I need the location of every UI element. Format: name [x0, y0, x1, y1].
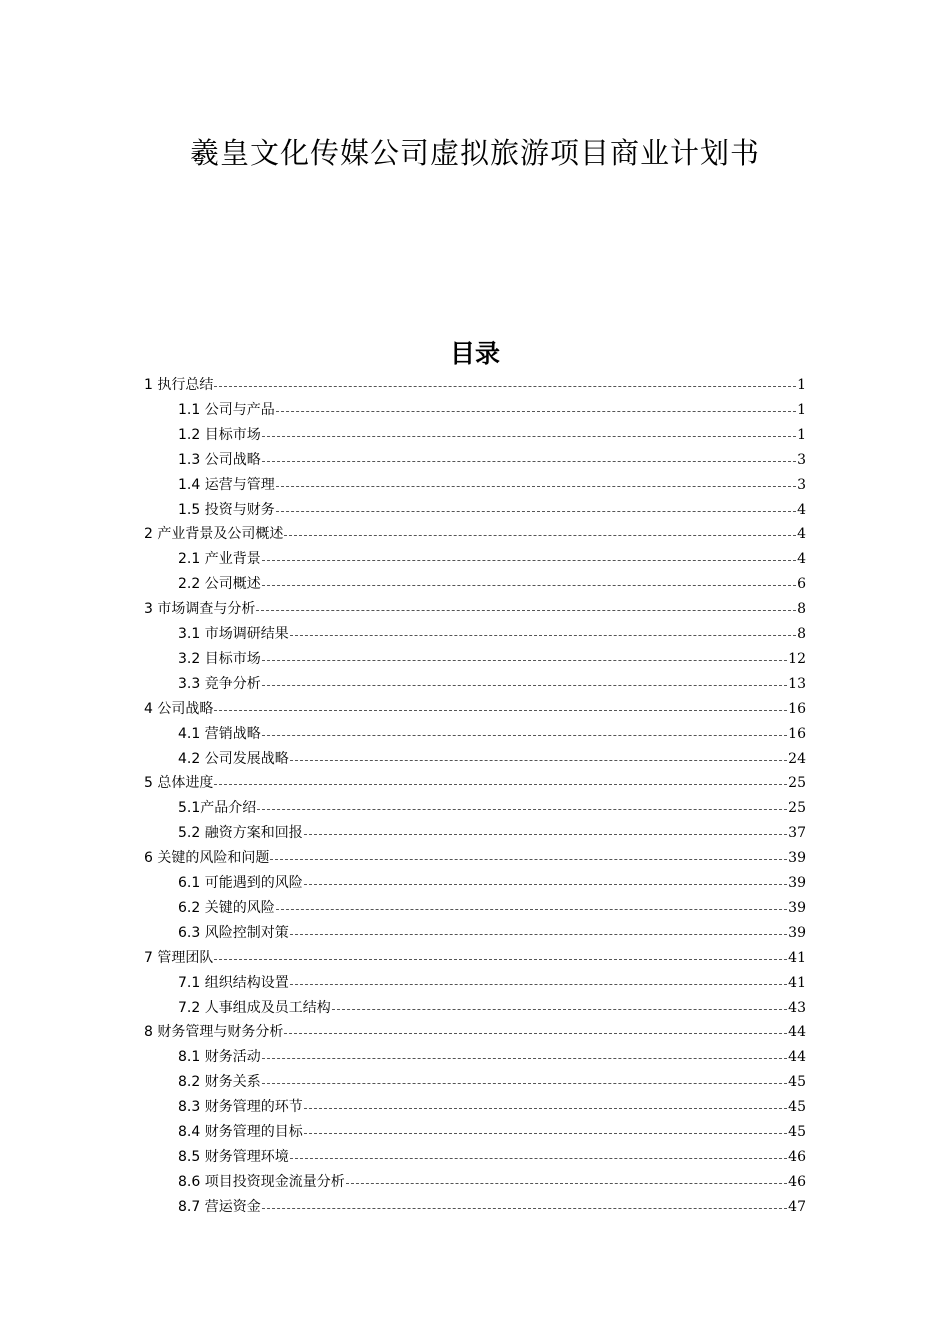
- toc-entry-label: 5 总体进度: [144, 775, 214, 792]
- toc-dot-leader: [214, 959, 787, 960]
- toc-section-entry[interactable]: [178, 823, 806, 843]
- toc-entry-label: 3.3 竞争分析: [178, 675, 261, 692]
- toc-entry-label: 1.2 目标市场: [178, 426, 261, 443]
- toc-dot-leader: [262, 560, 796, 561]
- toc-section-entry[interactable]: [178, 724, 806, 744]
- toc-section-entry[interactable]: [178, 1197, 806, 1217]
- toc-dot-leader: [262, 685, 787, 686]
- toc-section-entry[interactable]: [178, 674, 806, 694]
- toc-dot-leader: [290, 934, 787, 935]
- toc-dot-leader: [262, 660, 787, 661]
- toc-chapter-entry[interactable]: [144, 524, 806, 544]
- toc-dot-leader: [262, 436, 796, 437]
- toc-entry-label: 1.1 公司与产品: [178, 401, 275, 418]
- toc-chapter-entry[interactable]: [144, 599, 806, 619]
- toc-dot-leader: [276, 411, 796, 412]
- toc-dot-leader: [290, 1158, 787, 1159]
- toc-dot-leader: [262, 461, 796, 462]
- toc-entry-label: 6.3 风险控制对策: [178, 924, 289, 941]
- toc-entry-label: 1.3 公司战略: [178, 451, 261, 468]
- toc-section-entry[interactable]: [178, 1097, 806, 1117]
- toc-dot-leader: [304, 884, 787, 885]
- toc-entry-label: 3.1 市场调研结果: [178, 626, 289, 642]
- toc-entry-label: 7.1 组织结构设置: [178, 974, 289, 991]
- toc-page-number: 4: [797, 551, 806, 568]
- toc-page-number: 12: [788, 650, 806, 667]
- toc-dot-leader: [214, 710, 787, 711]
- toc-entry-label: 8.1 财务活动: [178, 1049, 261, 1066]
- toc-page-number: 4: [797, 501, 806, 518]
- toc-page-number: 41: [788, 949, 806, 966]
- toc-section-entry[interactable]: [178, 425, 806, 445]
- toc-page-number: 4: [797, 526, 806, 543]
- toc-section-entry[interactable]: [178, 1072, 806, 1092]
- toc-page-number: 39: [788, 899, 806, 916]
- toc-dot-leader: [304, 1108, 787, 1109]
- toc-dot-leader: [256, 610, 796, 611]
- toc-section-entry[interactable]: [178, 450, 806, 470]
- toc-dot-leader: [332, 1009, 787, 1010]
- toc-entry-label: 2.2 公司概述: [178, 576, 261, 593]
- toc-entry-label: 6.1 可能遇到的风险: [178, 875, 303, 891]
- toc-entry-label: 8.2 财务关系: [178, 1074, 261, 1091]
- toc-page-number: 45: [788, 1099, 806, 1116]
- toc-entry-label: 6 关键的风险和问题: [144, 850, 270, 867]
- toc-dot-leader: [290, 760, 787, 761]
- toc-section-entry[interactable]: [178, 649, 806, 669]
- toc-dot-leader: [262, 1083, 787, 1084]
- toc-dot-leader: [214, 784, 787, 785]
- toc-section-entry[interactable]: [178, 1122, 806, 1142]
- toc-entry-label: 7 管理团队: [144, 949, 214, 966]
- toc-page-number: 16: [788, 725, 806, 742]
- toc-entry-label: 8.3 财务管理的环节: [178, 1099, 303, 1116]
- toc-dot-leader: [257, 809, 787, 810]
- toc-chapter-entry[interactable]: [144, 375, 806, 395]
- toc-page-number: 47: [788, 1198, 806, 1215]
- toc-entry-label: 8.4 财务管理的目标: [178, 1124, 303, 1140]
- toc-page-number: 25: [788, 800, 806, 817]
- toc-chapter-entry[interactable]: [144, 848, 806, 868]
- toc-chapter-entry[interactable]: [144, 699, 806, 719]
- toc-entry-label: 5.2 融资方案和回报: [178, 825, 303, 842]
- toc-chapter-entry[interactable]: [144, 773, 806, 793]
- toc-page-number: 44: [788, 1024, 806, 1041]
- toc-dot-leader: [290, 984, 787, 985]
- toc-dot-leader: [276, 909, 787, 910]
- toc-section-entry[interactable]: [178, 475, 806, 495]
- toc-section-entry[interactable]: [178, 749, 806, 769]
- toc-section-entry[interactable]: [178, 624, 806, 644]
- toc-page-number: 3: [797, 476, 806, 493]
- toc-page-number: 16: [788, 700, 806, 717]
- toc-entry-label: 5.1产品介绍: [178, 800, 257, 817]
- toc-heading: 目录: [449, 339, 500, 368]
- toc-page-number: 39: [788, 850, 806, 867]
- toc-page-number: 8: [797, 601, 806, 618]
- toc-page-number: 44: [788, 1049, 806, 1066]
- toc-section-entry[interactable]: [178, 898, 806, 918]
- toc-section-entry[interactable]: [178, 998, 806, 1018]
- toc-entry-label: 6.2 关键的风险: [178, 899, 275, 916]
- toc-dot-leader: [284, 535, 796, 536]
- toc-dot-leader: [276, 486, 796, 487]
- toc-dot-leader: [214, 386, 796, 387]
- toc-page-number: 24: [788, 750, 806, 767]
- toc-page-number: 39: [788, 924, 806, 941]
- toc-page-number: 25: [788, 775, 806, 792]
- toc-section-entry[interactable]: [178, 400, 806, 420]
- toc-page-number: 37: [788, 825, 806, 842]
- toc-page-number: 1: [797, 426, 806, 443]
- toc-dot-leader: [346, 1183, 787, 1184]
- toc-entry-label: 8.6 项目投资现金流量分析: [178, 1173, 345, 1190]
- toc-dot-leader: [276, 511, 796, 512]
- toc-entry-label: 8 财务管理与财务分析: [144, 1024, 284, 1041]
- toc-section-entry[interactable]: [178, 500, 806, 520]
- toc-section-entry[interactable]: [178, 574, 806, 594]
- toc-entry-label: 2.1 产业背景: [178, 551, 261, 568]
- toc-section-entry[interactable]: [178, 973, 806, 993]
- toc-section-entry[interactable]: [178, 549, 806, 569]
- toc-entry-label: 7.2 人事组成及员工结构: [178, 999, 331, 1016]
- toc-page-number: 3: [797, 451, 806, 468]
- toc-chapter-entry[interactable]: [144, 948, 806, 968]
- toc-page-number: 1: [797, 401, 806, 418]
- toc-page-number: 46: [788, 1173, 806, 1190]
- toc-page-number: 6: [797, 576, 806, 593]
- toc-page-number: 45: [788, 1124, 806, 1140]
- toc-page-number: 41: [788, 974, 806, 991]
- toc-entry-label: 4.2 公司发展战略: [178, 750, 289, 767]
- toc-entry-label: 1.4 运营与管理: [178, 476, 275, 493]
- toc-entry-label: 2 产业背景及公司概述: [144, 526, 284, 543]
- toc-section-entry[interactable]: [178, 873, 806, 893]
- toc-entry-label: 8.7 营运资金: [178, 1198, 261, 1215]
- toc-section-entry[interactable]: [178, 923, 806, 943]
- toc-entry-label: 1.5 投资与财务: [178, 501, 275, 518]
- toc-page-number: 43: [788, 999, 806, 1016]
- toc-dot-leader: [262, 585, 796, 586]
- toc-entry-label: 4 公司战略: [144, 700, 214, 717]
- document-title: 羲皇文化传媒公司虚拟旅游项目商业计划书: [189, 136, 760, 170]
- toc-dot-leader: [290, 635, 796, 636]
- toc-dot-leader: [304, 834, 787, 835]
- toc-section-entry[interactable]: [178, 1047, 806, 1067]
- toc-page-number: 39: [788, 875, 806, 891]
- toc-page-number: 45: [788, 1074, 806, 1091]
- toc-entry-label: 4.1 营销战略: [178, 725, 261, 742]
- toc-entry-label: 3 市场调查与分析: [144, 601, 256, 618]
- toc-dot-leader: [262, 1208, 787, 1209]
- toc-entry-label: 8.5 财务管理环境: [178, 1148, 289, 1165]
- toc-section-entry[interactable]: [178, 1147, 806, 1167]
- toc-dot-leader: [284, 1033, 787, 1034]
- toc-entry-label: 3.2 目标市场: [178, 650, 261, 667]
- toc-page-number: 46: [788, 1148, 806, 1165]
- toc-page-number: 13: [788, 675, 806, 692]
- toc-entry-label: 1 执行总结: [144, 377, 214, 393]
- toc-section-entry[interactable]: [178, 1172, 806, 1192]
- toc-dot-leader: [262, 1058, 787, 1059]
- toc-dot-leader: [304, 1133, 787, 1134]
- toc-dot-leader: [262, 735, 787, 736]
- toc-dot-leader: [270, 859, 787, 860]
- toc-chapter-entry[interactable]: [144, 1022, 806, 1042]
- toc-page-number: 8: [797, 626, 806, 642]
- toc-section-entry[interactable]: [178, 798, 806, 818]
- toc-page-number: 1: [797, 377, 806, 393]
